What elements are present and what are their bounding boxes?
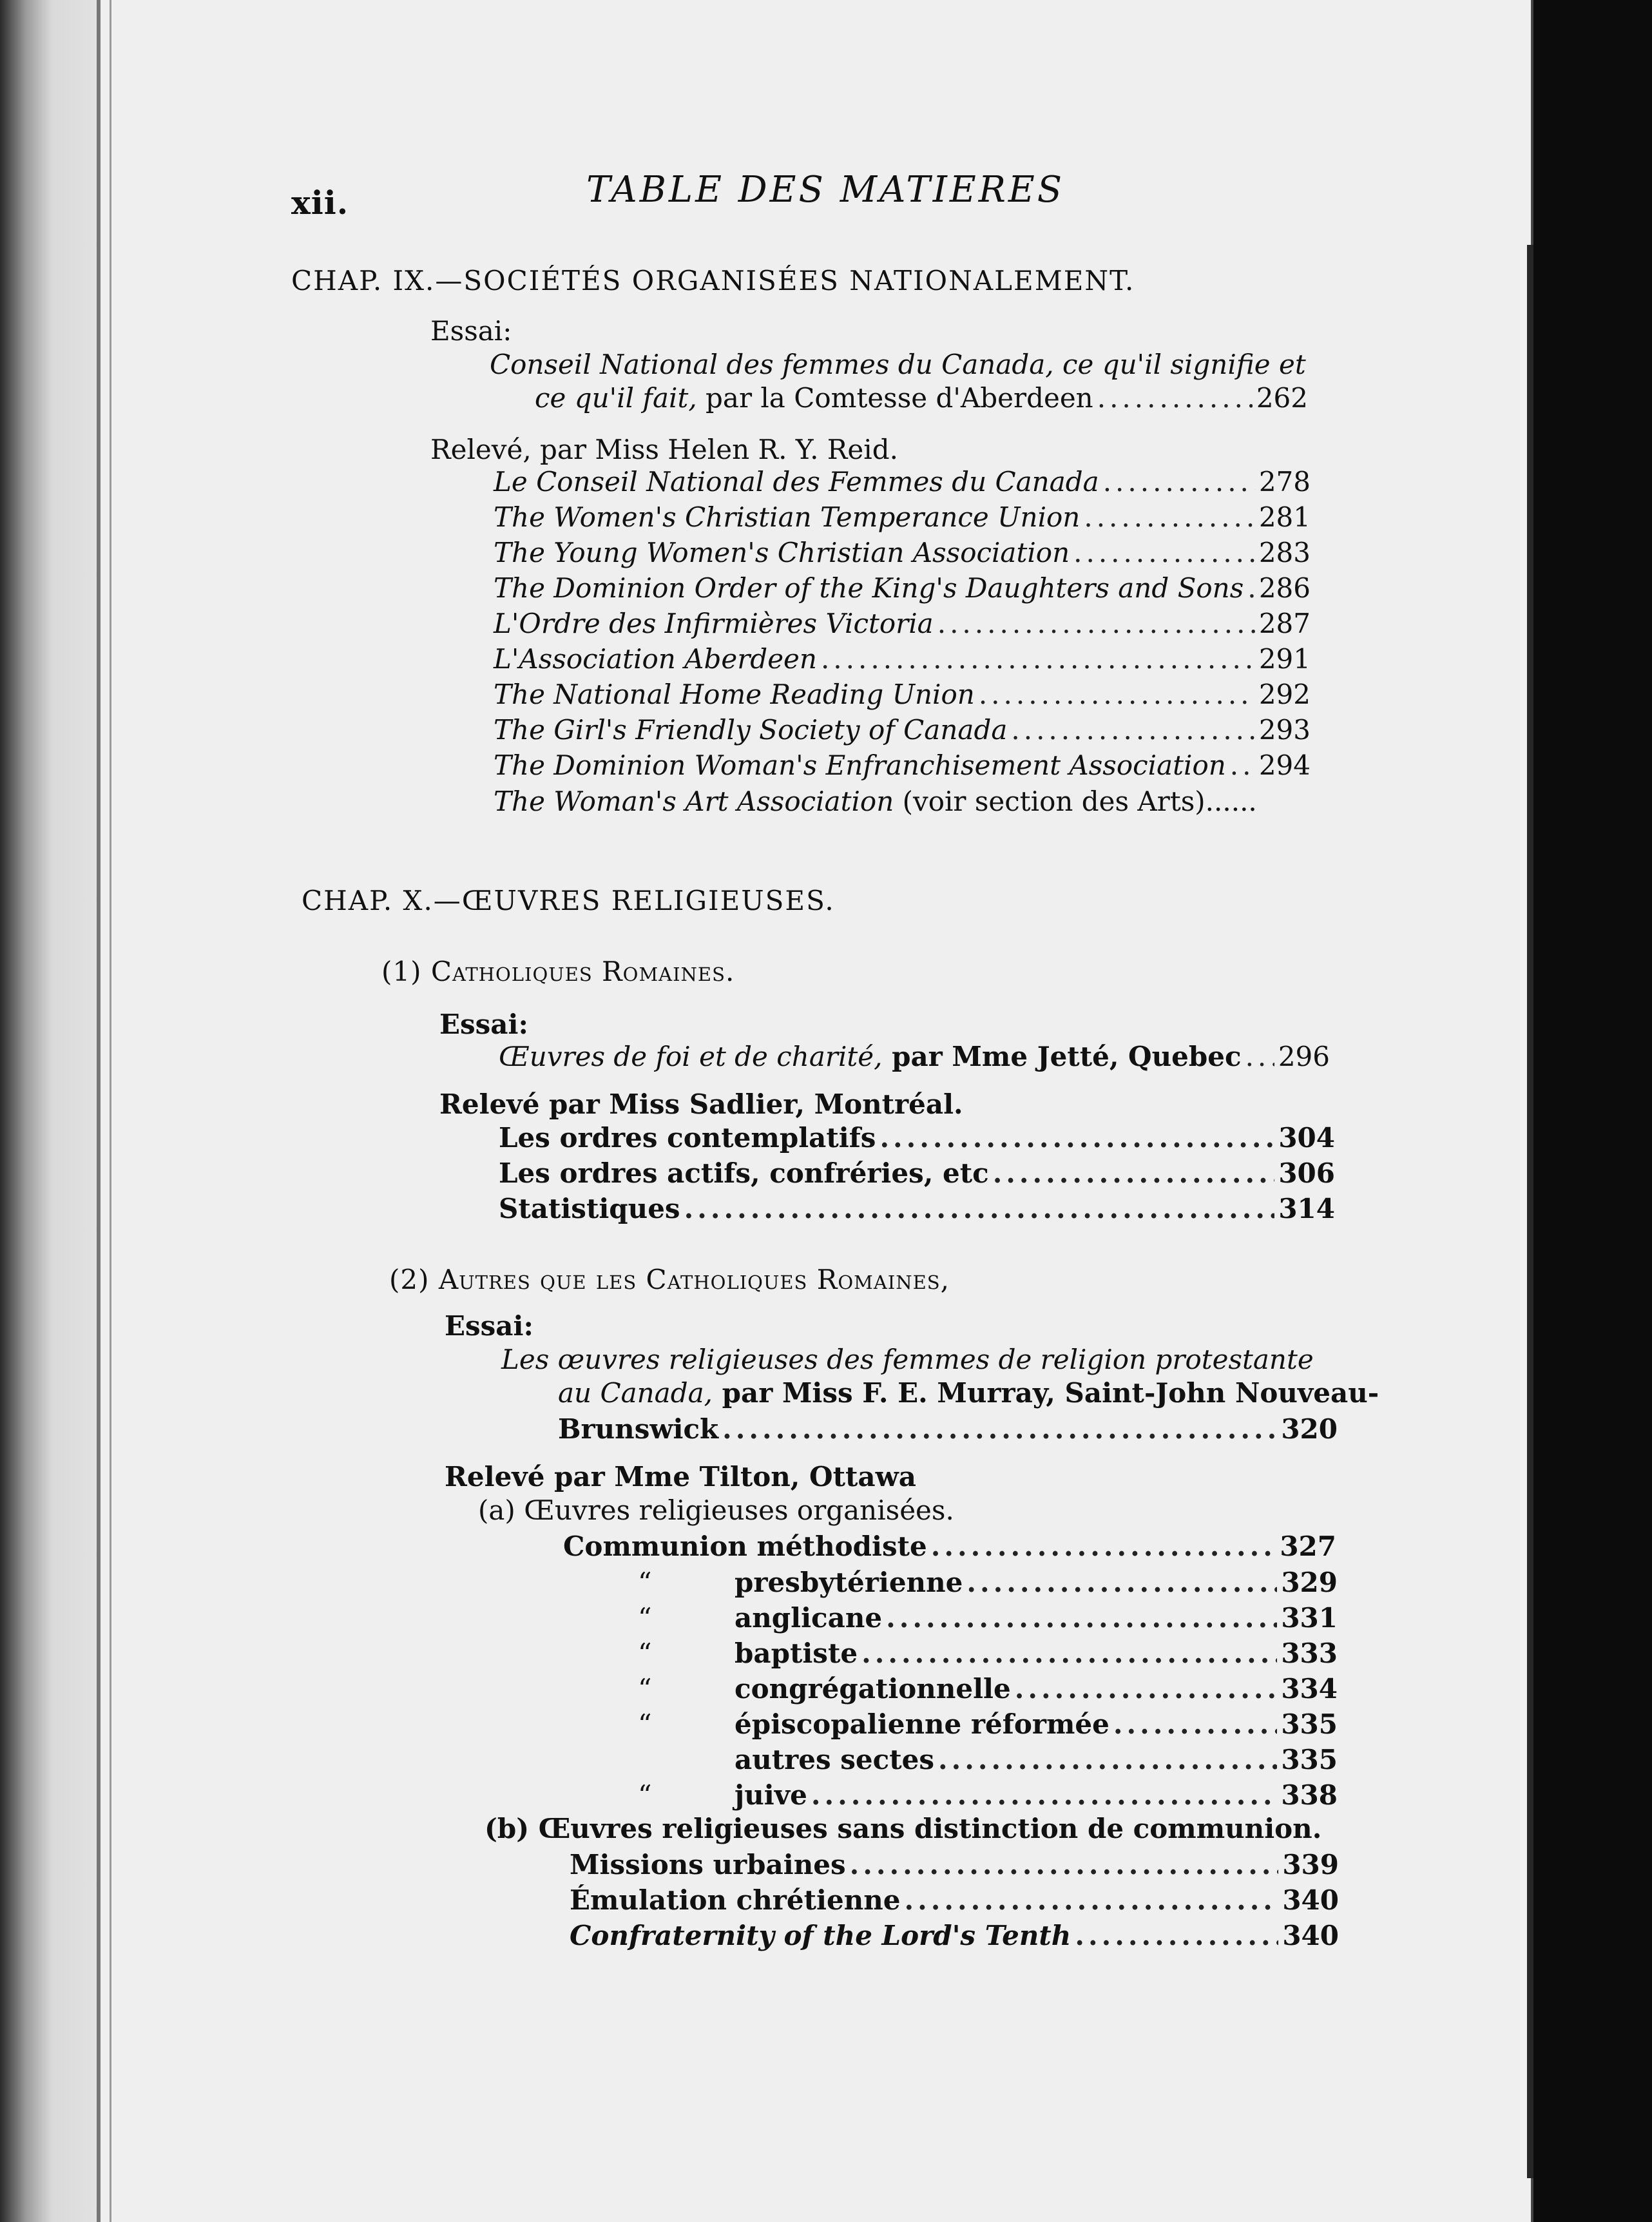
entry-title: congrégationnelle [735, 1673, 1011, 1705]
leader-dots [1015, 1672, 1278, 1706]
essai-line3: Brunswick [558, 1413, 719, 1445]
essai-title-italic: Œuvres de foi et de charité, [499, 1041, 883, 1072]
section-2-essai-entry [558, 1413, 1338, 1446]
entry-title: The Dominion Woman's Enfranchisement Association [494, 749, 1226, 781]
page-ref: 340 [1282, 1884, 1339, 1916]
subsection-b-entry [570, 1884, 1339, 1917]
chapter-9-essai-label: Essai: [430, 315, 512, 347]
chapter-9-entry [494, 607, 1311, 641]
ditto-mark: “ [638, 1779, 652, 1811]
subsection-a-entry [735, 1601, 1338, 1635]
entry-title: baptiste [735, 1638, 858, 1669]
chapter-9-entry [494, 678, 1311, 711]
chapter-9-releve: Relevé, par Miss Helen R. Y. Reid. [430, 434, 898, 465]
entry-title: Communion méthodiste [563, 1531, 927, 1562]
entry-title: The Woman's Art Association [494, 786, 894, 817]
chapter-9-entry [494, 642, 1311, 676]
page-ref: 293 [1258, 714, 1311, 746]
entry-title: Les ordres actifs, confréries, etc [499, 1157, 989, 1189]
subsection-a-entry [735, 1708, 1338, 1741]
entry-title: The Girl's Friendly Society of Canada [494, 714, 1008, 746]
entry-title: The Young Women's Christian Association [494, 537, 1070, 568]
page-ref: 287 [1258, 608, 1311, 639]
page-ref: 327 [1280, 1531, 1336, 1562]
section-1-essai-label: Essai: [439, 1009, 528, 1040]
subsection-a-heading: (a) Œuvres religieuses organisées. [478, 1494, 954, 1526]
page-ref: 283 [1258, 537, 1311, 568]
leader-dots [821, 642, 1255, 676]
section-1-heading: (1) Catholiques Romaines. [381, 956, 735, 987]
leader-dots [979, 678, 1255, 711]
essai-author: par Miss F. E. Murray, Saint-John Nouveau- [712, 1377, 1379, 1409]
chapter-9-entry [494, 501, 1311, 534]
leader-dots [1011, 713, 1254, 747]
entry-title: Émulation chrétienne [570, 1884, 901, 1916]
essai-author: par la Comtesse d'Aberdeen [696, 382, 1093, 414]
page-ref: 314 [1278, 1193, 1335, 1224]
leader-dots [850, 1848, 1279, 1882]
page-ref: 340 [1282, 1920, 1339, 1951]
page-ref: 334 [1281, 1673, 1338, 1705]
subsection-a-entry [735, 1672, 1338, 1706]
entry-title: The National Home Reading Union [494, 679, 975, 710]
essai-title-italic: au Canada, [558, 1377, 713, 1409]
page-ref: 331 [1281, 1602, 1338, 1634]
page-ref: 304 [1278, 1122, 1335, 1154]
leader-dots [1247, 572, 1255, 605]
entry-title: The Women's Christian Temperance Union [494, 501, 1081, 533]
chapter-9-entry [494, 713, 1311, 747]
subsection-a-first-entry [563, 1530, 1336, 1563]
page-ref: 338 [1281, 1779, 1338, 1811]
page-ref: 339 [1282, 1849, 1339, 1880]
leader-dots [1230, 749, 1255, 782]
page-ref: 291 [1258, 643, 1311, 675]
leader-dots [1073, 536, 1255, 570]
page-ref: 329 [1281, 1567, 1338, 1598]
chapter-9-entry [494, 465, 1311, 499]
entry-title: L'Ordre des Infirmières Victoria [494, 608, 934, 639]
leader-dots [879, 1121, 1274, 1155]
leader-dots [684, 1192, 1275, 1226]
leader-dots [937, 607, 1255, 641]
section-1-essai-entry [499, 1040, 1330, 1074]
entry-title: Les ordres contemplatifs [499, 1122, 876, 1154]
section-1-entry [499, 1192, 1335, 1226]
entry-title: juive [735, 1779, 807, 1811]
subsection-b-entry [570, 1848, 1339, 1882]
section-2-essai-line2 [558, 1377, 1379, 1410]
page-ref: 335 [1281, 1744, 1338, 1775]
leader-dots [1245, 1040, 1274, 1074]
section-1-entry [499, 1157, 1335, 1190]
page-ref: 306 [1278, 1157, 1335, 1189]
section-2-releve: Relevé par Mme Tilton, Ottawa [445, 1461, 916, 1493]
section-2-essai-label: Essai: [445, 1310, 533, 1342]
chapter-10-heading: CHAP. X.—ŒUVRES RELIGIEUSES. [302, 885, 835, 916]
dark-margin [1533, 0, 1652, 2222]
leader-dots [931, 1530, 1276, 1563]
leader-dots [993, 1157, 1275, 1190]
ditto-mark: “ [638, 1673, 652, 1705]
leader-dots [1075, 1919, 1278, 1953]
page-number: xii. [291, 184, 349, 222]
subsection-a-entry [735, 1637, 1338, 1670]
entry-title: The Dominion Order of the King's Daughters and Sons [494, 572, 1244, 604]
subsection-a-entry [735, 1743, 1338, 1777]
ditto-mark: “ [638, 1638, 652, 1669]
page-ref: 286 [1258, 572, 1311, 604]
leader-dots [811, 1779, 1278, 1812]
leader-dots [1084, 501, 1254, 534]
page-ref: 320 [1281, 1413, 1338, 1445]
leader-dots [722, 1413, 1277, 1446]
subsection-a-entry [735, 1566, 1338, 1599]
section-1-releve: Relevé par Miss Sadlier, Montréal. [439, 1088, 963, 1120]
leader-dots [938, 1743, 1277, 1777]
page-ref: 335 [1281, 1708, 1338, 1740]
entry-title: Le Conseil National des Femmes du Canada [494, 466, 1099, 498]
essai-title-italic: ce qu'il fait, [535, 382, 697, 414]
page-ref: 294 [1258, 749, 1311, 781]
entry-title: Statistiques [499, 1193, 680, 1224]
page-ref: 281 [1258, 501, 1311, 533]
section-2-essai-line1: Les œuvres religieuses des femmes de religion protestante [501, 1344, 1314, 1375]
page-ref: 278 [1258, 466, 1311, 498]
leader-dots [1103, 465, 1255, 499]
chapter-9-entry [494, 749, 1311, 782]
entry-title: L'Association Aberdeen [494, 643, 817, 675]
chapter-9-essai-entry [535, 382, 1308, 415]
chapter-9-entry [494, 572, 1311, 605]
page-ref: 292 [1258, 679, 1311, 710]
leader-dots [886, 1601, 1277, 1635]
chapter-9-heading: CHAP. IX.—SOCIÉTÉS ORGANISÉES NATIONALEMENT. [291, 265, 1135, 296]
entry-title: Confraternity of the Lord's Tenth [570, 1920, 1071, 1951]
page-ref: 333 [1281, 1638, 1338, 1669]
page-ref: 296 [1278, 1041, 1330, 1072]
subsection-a-entry [735, 1779, 1338, 1812]
chapter-9-essai-title-line1: Conseil National des femmes du Canada, ce qu'il signifie et [490, 349, 1306, 380]
leader-dots [1113, 1708, 1277, 1741]
page-ref: 262 [1256, 382, 1308, 414]
essai-author: par Mme Jetté, Quebec [882, 1041, 1242, 1072]
page-edge-line [110, 0, 111, 2222]
entry-title: anglicane [735, 1602, 883, 1634]
subsection-b-entry [570, 1919, 1339, 1953]
running-title: TABLE DES MATIERES [586, 169, 1065, 211]
subsection-b-heading: (b) Œuvres religieuses sans distinction de communion. [485, 1813, 1322, 1844]
entry-title: presbytérienne [735, 1567, 963, 1598]
entry-title: épiscopalienne réformée [735, 1708, 1109, 1740]
entry-title: Missions urbaines [570, 1849, 846, 1880]
section-2-heading: (2) Autres que les Catholiques Romaines, [389, 1264, 950, 1295]
ditto-mark: “ [638, 1708, 652, 1740]
section-1-entry [499, 1121, 1335, 1155]
entry-title: autres sectes [735, 1744, 934, 1775]
entry-note: (voir section des Arts)...... [894, 786, 1257, 817]
ditto-mark: “ [638, 1602, 652, 1634]
leader-dots [905, 1884, 1279, 1917]
leader-dots [1097, 382, 1253, 415]
leader-dots [861, 1637, 1277, 1670]
chapter-9-last-entry [494, 785, 1257, 818]
ditto-mark: “ [638, 1567, 652, 1598]
leader-dots [966, 1566, 1277, 1599]
chapter-9-entry [494, 536, 1311, 570]
